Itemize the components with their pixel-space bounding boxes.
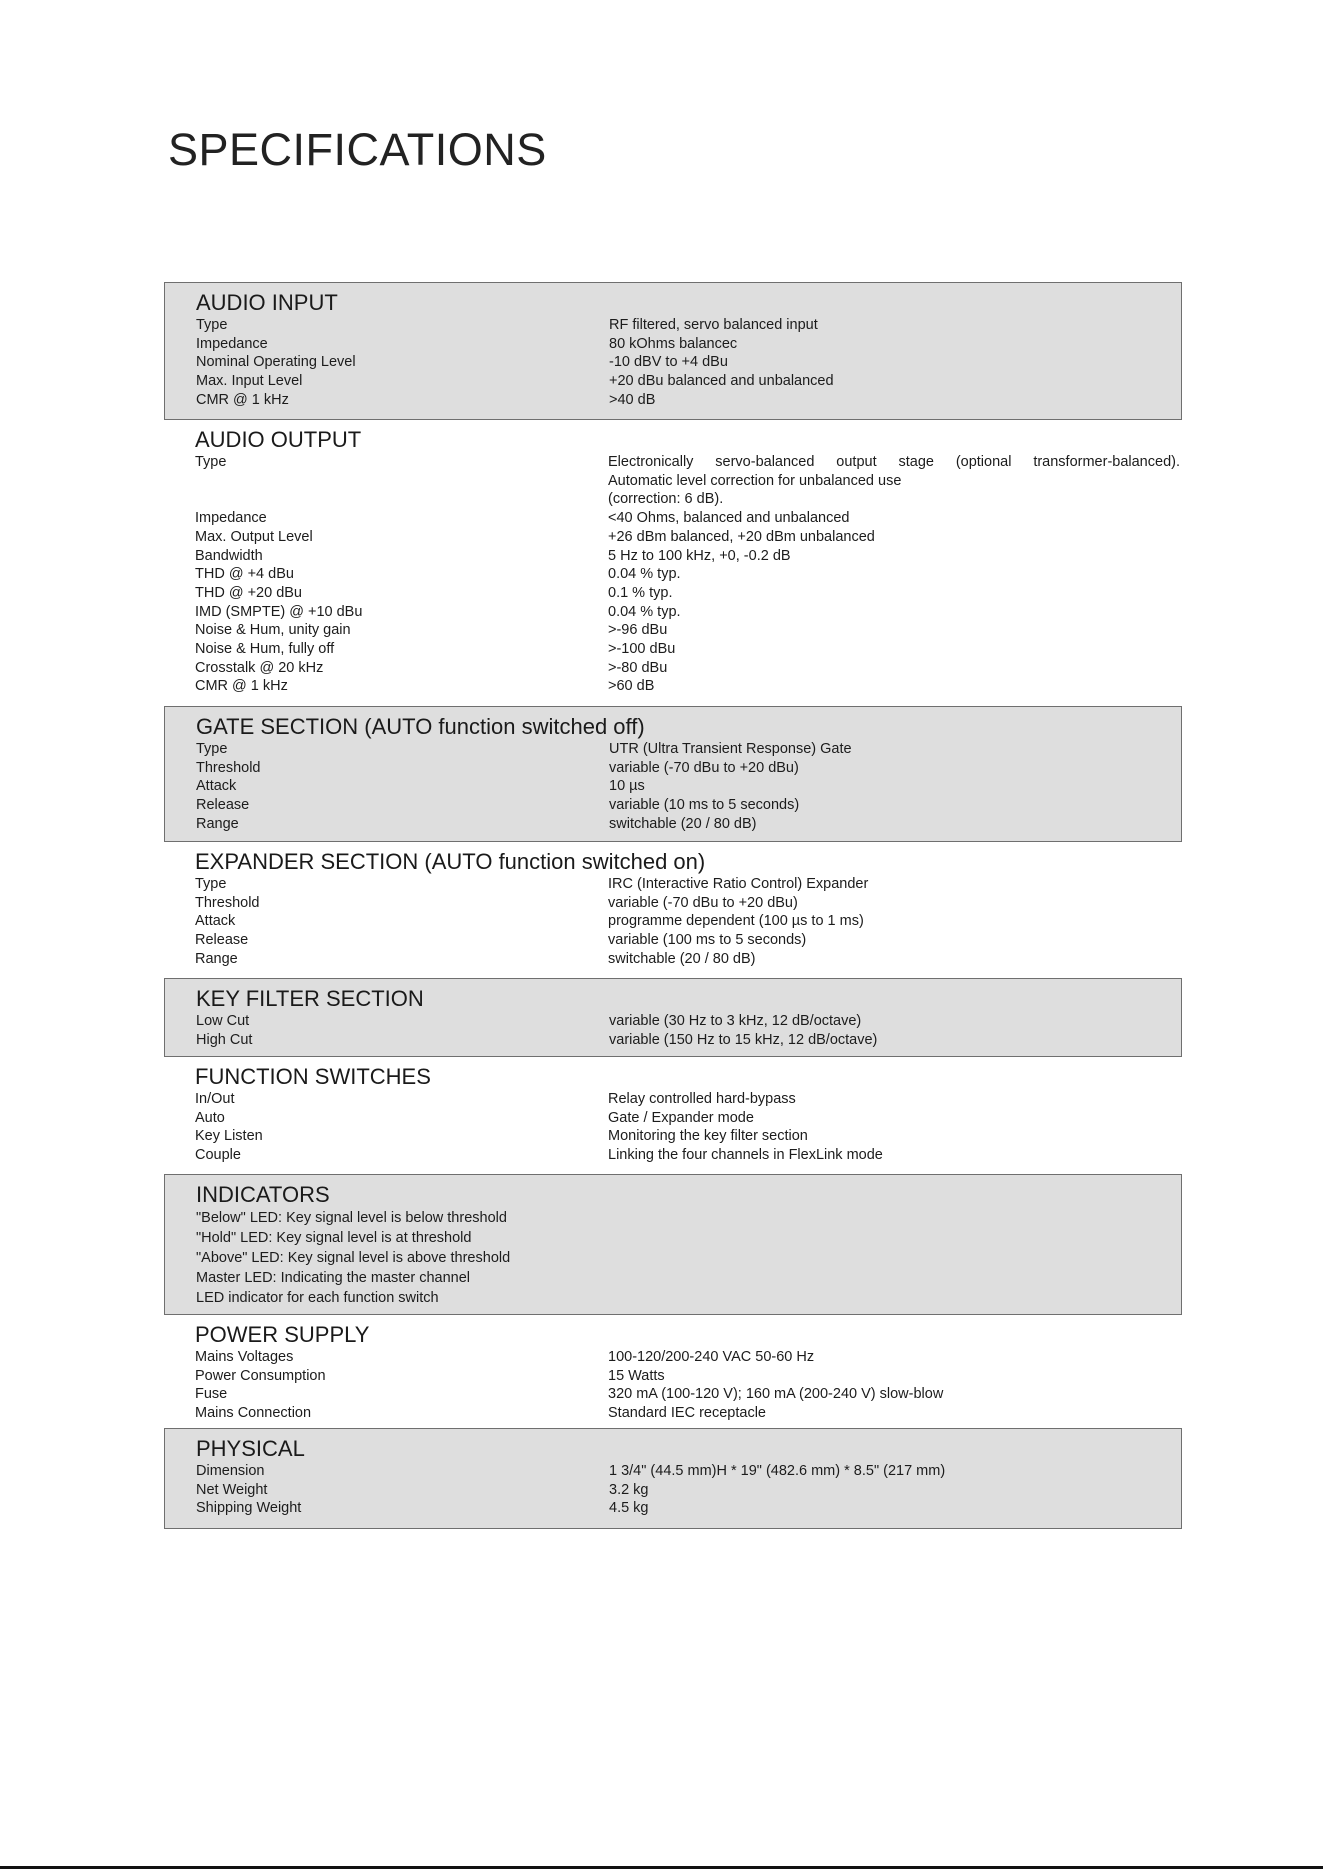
spec-value-line: 10 µs — [609, 778, 645, 795]
spec-value-line: +26 dBm balanced, +20 dBm unbalanced — [608, 528, 875, 545]
spec-row — [195, 1348, 1182, 1367]
spec-section — [164, 706, 1182, 842]
section-title: INDICATORS — [196, 1182, 330, 1207]
spec-section — [164, 978, 1182, 1057]
spec-value — [609, 1462, 1181, 1481]
spec-label: Type — [196, 741, 228, 757]
spec-value — [608, 1367, 1182, 1386]
spec-section — [164, 1428, 1182, 1529]
indicator-item: "Below" LED: Key signal level is below threshold — [196, 1210, 507, 1226]
spec-row — [195, 565, 1182, 584]
spec-value — [608, 621, 1182, 640]
spec-value-line: variable (-70 dBu to +20 dBu) — [608, 894, 798, 911]
spec-label: Bandwidth — [195, 547, 263, 564]
spec-row — [196, 1012, 1181, 1031]
spec-row — [196, 372, 1181, 391]
spec-label: Type — [196, 317, 228, 333]
spec-label: Release — [195, 932, 249, 949]
spec-value-line: >60 dB — [608, 678, 655, 695]
spec-value-line: variable (10 ms to 5 seconds) — [609, 797, 800, 814]
spec-value — [609, 1481, 1181, 1500]
spec-value — [608, 659, 1182, 678]
spec-value-line: UTR (Ultra Transient Response) Gate — [609, 741, 852, 757]
spec-value — [609, 1499, 1181, 1518]
spec-label: Mains Voltages — [195, 1349, 294, 1365]
spec-value — [608, 875, 1182, 894]
spec-value-line: 0.04 % typ. — [608, 566, 681, 583]
spec-value-line: +20 dBu balanced and unbalanced — [609, 373, 834, 390]
spec-label: Shipping Weight — [196, 1500, 302, 1517]
spec-value-line: 0.04 % typ. — [608, 603, 681, 620]
spec-value-line: RF filtered, servo balanced input — [609, 317, 818, 333]
spec-value-line: switchable (20 / 80 dB) — [608, 950, 756, 967]
spec-value-line: 15 Watts — [608, 1367, 665, 1384]
spec-value-line: 320 mA (100-120 V); 160 mA (200-240 V) slow-blow — [608, 1386, 944, 1403]
spec-row — [195, 528, 1182, 547]
page-bottom-border — [0, 1866, 1323, 1869]
spec-label: In/Out — [195, 1091, 235, 1107]
spec-row — [196, 1462, 1181, 1481]
spec-value-line: <40 Ohms, balanced and unbalanced — [608, 510, 850, 527]
spec-label: Low Cut — [196, 1013, 250, 1029]
spec-section — [164, 842, 1182, 978]
spec-row — [195, 950, 1182, 969]
spec-value-line: 4.5 kg — [609, 1500, 649, 1517]
spec-row — [195, 584, 1182, 603]
spec-label: Type — [195, 454, 227, 470]
spec-value — [608, 677, 1182, 696]
spec-label: IMD (SMPTE) @ +10 dBu — [195, 603, 363, 620]
section-title: GATE SECTION (AUTO function switched off) — [196, 714, 645, 739]
spec-label: Fuse — [195, 1386, 228, 1403]
section-title: KEY FILTER SECTION — [196, 986, 424, 1011]
spec-row — [195, 659, 1182, 678]
spec-value-line: Relay controlled hard-bypass — [608, 1091, 796, 1107]
spec-value — [608, 509, 1182, 528]
spec-label: Attack — [196, 778, 237, 795]
spec-label: Noise & Hum, fully off — [195, 641, 335, 658]
spec-row — [195, 1367, 1182, 1386]
spec-value-line: programme dependent (100 µs to 1 ms) — [608, 913, 864, 930]
spec-value-line: variable (150 Hz to 15 kHz, 12 dB/octave) — [609, 1031, 878, 1048]
spec-value — [608, 894, 1182, 913]
spec-label: Mains Connection — [195, 1405, 312, 1422]
spec-label: Dimension — [196, 1463, 265, 1479]
spec-row — [196, 740, 1181, 759]
spec-label: Max. Output Level — [195, 528, 313, 545]
spec-value-line: >-100 dBu — [608, 641, 676, 658]
spec-value — [608, 1404, 1182, 1423]
indicator-item: "Above" LED: Key signal level is above threshold — [196, 1250, 511, 1266]
spec-label: Range — [195, 950, 238, 967]
spec-row — [196, 353, 1181, 372]
spec-row — [195, 1146, 1182, 1165]
spec-value-line: (correction: 6 dB). — [608, 491, 724, 508]
spec-row — [195, 677, 1182, 696]
spec-row — [195, 1109, 1182, 1128]
spec-row — [195, 912, 1182, 931]
spec-row — [196, 335, 1181, 354]
spec-row — [195, 875, 1182, 894]
spec-row — [195, 603, 1182, 622]
spec-row — [196, 815, 1181, 834]
spec-value — [608, 547, 1182, 566]
spec-row — [196, 316, 1181, 335]
spec-value-line: IRC (Interactive Ratio Control) Expander — [608, 876, 869, 892]
spec-value — [608, 1385, 1182, 1404]
specifications-list — [164, 282, 1182, 1529]
spec-row — [196, 796, 1181, 815]
spec-value-line: >40 dB — [609, 391, 656, 408]
spec-value-line: variable (100 ms to 5 seconds) — [608, 932, 807, 949]
spec-value-line: 0.1 % typ. — [608, 584, 673, 601]
spec-value — [608, 453, 1182, 509]
spec-value — [608, 528, 1182, 547]
spec-value — [608, 584, 1182, 603]
spec-value — [608, 565, 1182, 584]
spec-label: Max. Input Level — [196, 373, 303, 390]
spec-value-line: switchable (20 / 80 dB) — [609, 815, 757, 832]
spec-label: Impedance — [195, 510, 267, 527]
spec-label: Nominal Operating Level — [196, 354, 356, 371]
spec-value-line: 80 kOhms balancec — [609, 335, 738, 352]
spec-section — [164, 1315, 1182, 1428]
section-title: AUDIO INPUT — [196, 290, 338, 315]
spec-value-line: -10 dBV to +4 dBu — [609, 354, 728, 371]
spec-label: CMR @ 1 kHz — [195, 678, 288, 695]
spec-value — [609, 815, 1181, 834]
spec-row — [196, 1031, 1181, 1050]
spec-section — [164, 282, 1182, 420]
spec-label: Type — [195, 876, 227, 892]
indicator-item: Master LED: Indicating the master channel — [196, 1270, 471, 1286]
spec-label: THD @ +4 dBu — [195, 566, 294, 583]
indicator-item: "Hold" LED: Key signal level is at threshold — [196, 1230, 472, 1246]
spec-section — [164, 1174, 1182, 1315]
spec-value — [608, 912, 1182, 931]
spec-label: Net Weight — [196, 1481, 268, 1498]
spec-value — [609, 1031, 1181, 1050]
spec-row — [195, 453, 1182, 509]
section-title: POWER SUPPLY — [195, 1322, 370, 1347]
spec-row — [195, 509, 1182, 528]
spec-label: Auto — [195, 1109, 225, 1126]
spec-value-line: Standard IEC receptacle — [608, 1405, 766, 1422]
indicator-list — [196, 1208, 1181, 1308]
spec-row — [196, 759, 1181, 778]
spec-value — [608, 950, 1182, 969]
section-title: EXPANDER SECTION (AUTO function switched on) — [195, 849, 706, 874]
spec-value — [609, 740, 1181, 759]
spec-value-line: variable (-70 dBu to +20 dBu) — [609, 759, 799, 776]
page-title: SPECIFICATIONS — [168, 124, 547, 175]
spec-label: CMR @ 1 kHz — [196, 391, 289, 408]
spec-row — [195, 894, 1182, 913]
section-title: PHYSICAL — [196, 1436, 305, 1461]
spec-value — [608, 1109, 1182, 1128]
spec-label: Noise & Hum, unity gain — [195, 622, 351, 639]
spec-value — [608, 603, 1182, 622]
spec-label: Crosstalk @ 20 kHz — [195, 659, 324, 676]
spec-row — [195, 1127, 1182, 1146]
spec-value-line: 1 3/4" (44.5 mm)H * 19" (482.6 mm) * 8.5" (217 mm) — [609, 1463, 946, 1479]
spec-row — [195, 931, 1182, 950]
spec-label: Threshold — [195, 894, 260, 911]
spec-row — [195, 621, 1182, 640]
spec-value-line: >-96 dBu — [608, 622, 668, 639]
spec-row — [195, 1404, 1182, 1423]
spec-label: Couple — [195, 1147, 241, 1164]
spec-value — [609, 335, 1181, 354]
spec-value — [609, 796, 1181, 815]
spec-row — [196, 777, 1181, 796]
spec-row — [195, 1385, 1182, 1404]
spec-section — [164, 420, 1182, 706]
spec-value-line: >-80 dBu — [608, 659, 668, 676]
spec-value-line: Automatic level correction for unbalanced use — [608, 472, 902, 489]
spec-value — [608, 1146, 1182, 1165]
spec-value — [608, 1127, 1182, 1146]
spec-value — [608, 1348, 1182, 1367]
spec-label: Attack — [195, 913, 236, 930]
spec-value — [609, 391, 1181, 410]
spec-label: Impedance — [196, 335, 268, 352]
section-title: FUNCTION SWITCHES — [195, 1064, 431, 1089]
spec-row — [196, 391, 1181, 410]
spec-row — [195, 640, 1182, 659]
spec-value-line: Gate / Expander mode — [608, 1109, 754, 1126]
spec-label: Power Consumption — [195, 1367, 326, 1384]
spec-value-line: 5 Hz to 100 kHz, +0, -0.2 dB — [608, 547, 791, 564]
spec-section — [164, 1057, 1182, 1174]
spec-value-line: Linking the four channels in FlexLink mode — [608, 1147, 883, 1164]
spec-label: THD @ +20 dBu — [195, 584, 303, 601]
spec-label: Key Listen — [195, 1128, 263, 1145]
spec-row — [196, 1481, 1181, 1500]
spec-value-line: Monitoring the key filter section — [608, 1128, 808, 1145]
spec-value-line: variable (30 Hz to 3 kHz, 12 dB/octave) — [609, 1013, 862, 1029]
spec-value-line: Electronically servo-balanced output stage (optional transformer-balanced). — [608, 454, 1180, 470]
spec-value-line: 100-120/200-240 VAC 50-60 Hz — [608, 1349, 815, 1365]
spec-row — [195, 1090, 1182, 1109]
spec-value — [608, 640, 1182, 659]
spec-value — [609, 1012, 1181, 1031]
spec-value — [608, 931, 1182, 950]
spec-value — [609, 777, 1181, 796]
spec-value — [609, 372, 1181, 391]
spec-value — [608, 1090, 1182, 1109]
spec-value — [609, 316, 1181, 335]
spec-label: Release — [196, 797, 250, 814]
spec-value — [609, 353, 1181, 372]
spec-value — [609, 759, 1181, 778]
spec-label: High Cut — [196, 1031, 253, 1048]
spec-label: Threshold — [196, 759, 261, 776]
spec-value-line: 3.2 kg — [609, 1481, 649, 1498]
indicator-item: LED indicator for each function switch — [196, 1290, 439, 1306]
spec-row — [195, 547, 1182, 566]
spec-label: Range — [196, 815, 239, 832]
section-title: AUDIO OUTPUT — [195, 427, 362, 452]
spec-row — [196, 1499, 1181, 1518]
